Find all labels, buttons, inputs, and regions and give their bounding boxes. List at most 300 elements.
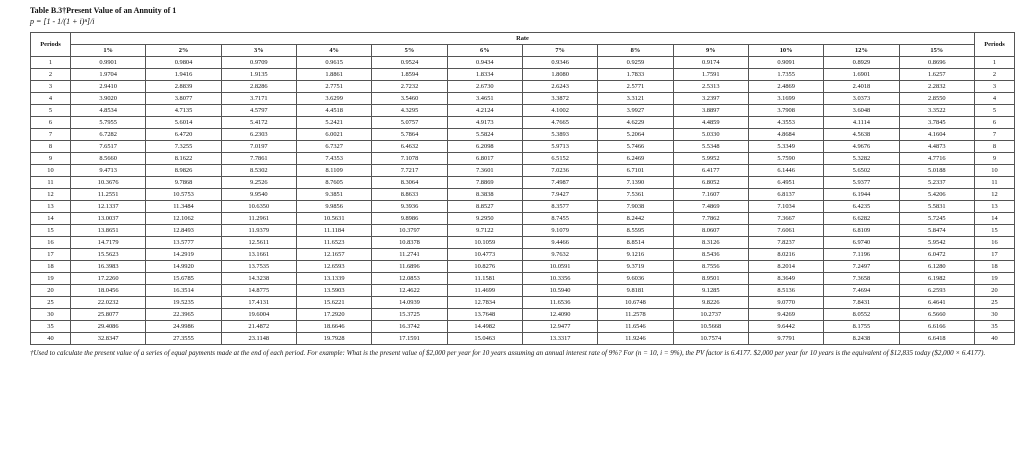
- value-cell: 6.7282: [71, 129, 146, 141]
- table-row: [31, 105, 1015, 117]
- value-cell: 16.3514: [146, 285, 221, 297]
- value-cell: 19.6004: [221, 309, 296, 321]
- value-cell: 19.7928: [296, 333, 371, 345]
- value-cell: 7.4987: [522, 177, 597, 189]
- value-cell: 9.1079: [522, 225, 597, 237]
- value-cell: 7.4694: [824, 285, 899, 297]
- value-cell: 0.9524: [372, 57, 447, 69]
- value-cell: 7.7862: [673, 213, 748, 225]
- value-cell: 10.5631: [296, 213, 371, 225]
- value-cell: 11.6546: [598, 321, 673, 333]
- value-cell: 8.8527: [447, 201, 522, 213]
- value-cell: 8.7455: [522, 213, 597, 225]
- value-cell: 6.6282: [824, 213, 899, 225]
- period-cell: 18: [975, 261, 1015, 273]
- value-cell: 2.8550: [899, 93, 974, 105]
- value-cell: 6.2303: [221, 129, 296, 141]
- value-cell: 13.8651: [71, 225, 146, 237]
- value-cell: 6.4235: [824, 201, 899, 213]
- value-cell: 9.8226: [673, 297, 748, 309]
- rate-column-header: 8%: [598, 45, 673, 57]
- table-row: [31, 321, 1015, 333]
- value-cell: 9.9540: [221, 189, 296, 201]
- value-cell: 7.8431: [824, 297, 899, 309]
- value-cell: 12.1337: [71, 201, 146, 213]
- value-cell: 7.1034: [748, 201, 823, 213]
- value-cell: 12.4622: [372, 285, 447, 297]
- period-cell: 5: [31, 105, 71, 117]
- value-cell: 8.3838: [447, 189, 522, 201]
- value-cell: 14.2919: [146, 249, 221, 261]
- period-cell: 15: [31, 225, 71, 237]
- period-cell: 2: [31, 69, 71, 81]
- value-cell: 7.1607: [673, 189, 748, 201]
- period-cell: 7: [31, 129, 71, 141]
- rate-column-header: 1%: [71, 45, 146, 57]
- value-cell: 8.5436: [673, 249, 748, 261]
- value-cell: 13.7535: [221, 261, 296, 273]
- value-cell: 6.6418: [899, 333, 974, 345]
- value-cell: 17.2260: [71, 273, 146, 285]
- value-cell: 5.6014: [146, 117, 221, 129]
- table-row: [31, 117, 1015, 129]
- value-cell: 7.3658: [824, 273, 899, 285]
- period-cell: 19: [31, 273, 71, 285]
- period-cell: 3: [975, 81, 1015, 93]
- value-cell: 10.7574: [673, 333, 748, 345]
- value-cell: 5.4206: [899, 189, 974, 201]
- period-cell: 4: [31, 93, 71, 105]
- value-cell: 3.6299: [296, 93, 371, 105]
- value-cell: 10.3356: [522, 273, 597, 285]
- value-cell: 16.3742: [372, 321, 447, 333]
- value-cell: 9.3719: [598, 261, 673, 273]
- value-cell: 10.6350: [221, 201, 296, 213]
- formula: p = [1 - 1/(1 + i)ⁿ]/i: [30, 17, 95, 26]
- value-cell: 1.8080: [522, 69, 597, 81]
- rate-columns-row: [31, 45, 1015, 57]
- value-cell: 15.0463: [447, 333, 522, 345]
- table-row: [31, 333, 1015, 345]
- value-cell: 8.9826: [146, 165, 221, 177]
- value-cell: 8.1622: [146, 153, 221, 165]
- value-cell: 0.9174: [673, 57, 748, 69]
- rate-header: Rate: [71, 33, 975, 45]
- value-cell: 11.9246: [598, 333, 673, 345]
- table-row: [31, 225, 1015, 237]
- period-cell: 25: [975, 297, 1015, 309]
- value-cell: 13.5777: [146, 237, 221, 249]
- value-cell: 10.8276: [447, 261, 522, 273]
- value-cell: 16.3983: [71, 261, 146, 273]
- value-cell: 10.4773: [447, 249, 522, 261]
- value-cell: 27.3555: [146, 333, 221, 345]
- period-cell: 11: [31, 177, 71, 189]
- period-cell: 30: [975, 309, 1015, 321]
- value-cell: 5.3893: [522, 129, 597, 141]
- value-cell: 7.6517: [71, 141, 146, 153]
- value-cell: 11.6523: [296, 237, 371, 249]
- value-cell: 7.3667: [748, 213, 823, 225]
- period-cell: 12: [31, 189, 71, 201]
- value-cell: 2.8839: [146, 81, 221, 93]
- table-row: [31, 237, 1015, 249]
- value-cell: 6.6166: [899, 321, 974, 333]
- value-cell: 1.6901: [824, 69, 899, 81]
- value-cell: 3.4651: [447, 93, 522, 105]
- value-cell: 15.6221: [296, 297, 371, 309]
- value-cell: 10.0591: [522, 261, 597, 273]
- value-cell: 9.4713: [71, 165, 146, 177]
- value-cell: 12.4090: [522, 309, 597, 321]
- rate-header-row: [31, 33, 1015, 45]
- value-cell: 7.1390: [598, 177, 673, 189]
- value-cell: 14.9920: [146, 261, 221, 273]
- value-cell: 0.9091: [748, 57, 823, 69]
- annuity-table: [30, 32, 1015, 345]
- value-cell: 0.9615: [296, 57, 371, 69]
- period-cell: 11: [975, 177, 1015, 189]
- value-cell: 6.0472: [899, 249, 974, 261]
- value-cell: 4.7135: [146, 105, 221, 117]
- value-cell: 13.7648: [447, 309, 522, 321]
- value-cell: 8.7605: [296, 177, 371, 189]
- table-row: [31, 249, 1015, 261]
- value-cell: 6.4177: [673, 165, 748, 177]
- table-row: [31, 93, 1015, 105]
- value-cell: 4.9676: [824, 141, 899, 153]
- value-cell: 9.0770: [748, 297, 823, 309]
- value-cell: 0.8929: [824, 57, 899, 69]
- value-cell: 9.2950: [447, 213, 522, 225]
- value-cell: 9.7868: [146, 177, 221, 189]
- value-cell: 14.3238: [221, 273, 296, 285]
- value-cell: 6.7327: [296, 141, 371, 153]
- value-cell: 4.8684: [748, 129, 823, 141]
- value-cell: 6.2593: [899, 285, 974, 297]
- value-cell: 13.5903: [296, 285, 371, 297]
- value-cell: 7.3255: [146, 141, 221, 153]
- value-cell: 2.8286: [221, 81, 296, 93]
- value-cell: 11.2578: [598, 309, 673, 321]
- period-cell: 17: [975, 249, 1015, 261]
- value-cell: 12.1062: [146, 213, 221, 225]
- value-cell: 9.6036: [598, 273, 673, 285]
- value-cell: 8.2014: [748, 261, 823, 273]
- value-cell: 4.1604: [899, 129, 974, 141]
- rate-column-header: 4%: [296, 45, 371, 57]
- value-cell: 3.7845: [899, 117, 974, 129]
- value-cell: 3.8077: [146, 93, 221, 105]
- period-cell: 13: [975, 201, 1015, 213]
- value-cell: 6.1944: [824, 189, 899, 201]
- value-cell: 11.3484: [146, 201, 221, 213]
- value-cell: 14.7179: [71, 237, 146, 249]
- value-cell: 7.7861: [221, 153, 296, 165]
- value-cell: 4.4873: [899, 141, 974, 153]
- rate-column-header: 5%: [372, 45, 447, 57]
- rate-column-header: 15%: [899, 45, 974, 57]
- table-row: [31, 189, 1015, 201]
- value-cell: 5.2064: [598, 129, 673, 141]
- period-cell: 14: [31, 213, 71, 225]
- value-cell: 17.1591: [372, 333, 447, 345]
- table-row: [31, 165, 1015, 177]
- value-cell: 13.1339: [296, 273, 371, 285]
- value-cell: 8.9501: [673, 273, 748, 285]
- period-cell: 12: [975, 189, 1015, 201]
- value-cell: 9.3936: [372, 201, 447, 213]
- rate-column-header: 7%: [522, 45, 597, 57]
- value-cell: 0.9434: [447, 57, 522, 69]
- value-cell: 5.7955: [71, 117, 146, 129]
- value-cell: 2.9410: [71, 81, 146, 93]
- value-cell: 17.2920: [296, 309, 371, 321]
- value-cell: 5.9542: [899, 237, 974, 249]
- value-cell: 9.9856: [296, 201, 371, 213]
- value-cell: 13.0037: [71, 213, 146, 225]
- period-cell: 8: [31, 141, 71, 153]
- value-cell: 12.9477: [522, 321, 597, 333]
- table-row: [31, 297, 1015, 309]
- table-row: [31, 273, 1015, 285]
- value-cell: 11.2551: [71, 189, 146, 201]
- value-cell: 2.4018: [824, 81, 899, 93]
- value-cell: 15.5623: [71, 249, 146, 261]
- value-cell: 18.0456: [71, 285, 146, 297]
- value-cell: 6.1280: [899, 261, 974, 273]
- value-cell: 3.1699: [748, 93, 823, 105]
- value-cell: 9.4269: [748, 309, 823, 321]
- value-cell: 7.4869: [673, 201, 748, 213]
- value-cell: 4.4518: [296, 105, 371, 117]
- value-cell: 6.0021: [296, 129, 371, 141]
- value-cell: 5.7864: [372, 129, 447, 141]
- value-cell: 1.6257: [899, 69, 974, 81]
- value-cell: 4.7716: [899, 153, 974, 165]
- value-cell: 5.7590: [748, 153, 823, 165]
- value-cell: 0.9804: [146, 57, 221, 69]
- value-cell: 9.8986: [372, 213, 447, 225]
- value-cell: 8.2438: [824, 333, 899, 345]
- rate-column-header: 2%: [146, 45, 221, 57]
- value-cell: 2.5313: [673, 81, 748, 93]
- value-cell: 3.9020: [71, 93, 146, 105]
- value-cell: 7.8237: [748, 237, 823, 249]
- value-cell: 1.8594: [372, 69, 447, 81]
- period-cell: 35: [975, 321, 1015, 333]
- period-cell: 40: [31, 333, 71, 345]
- value-cell: 2.6243: [522, 81, 597, 93]
- value-cell: 6.4720: [146, 129, 221, 141]
- value-cell: 10.5753: [146, 189, 221, 201]
- value-cell: 4.1114: [824, 117, 899, 129]
- value-cell: 1.7355: [748, 69, 823, 81]
- value-cell: 7.6061: [748, 225, 823, 237]
- table-body: [31, 57, 1015, 345]
- value-cell: 12.1657: [296, 249, 371, 261]
- document-page: [30, 6, 1015, 358]
- value-cell: 7.3601: [447, 165, 522, 177]
- value-cell: 5.4172: [221, 117, 296, 129]
- value-cell: 5.2337: [899, 177, 974, 189]
- value-cell: 8.8633: [372, 189, 447, 201]
- period-cell: 10: [31, 165, 71, 177]
- value-cell: 9.1285: [673, 285, 748, 297]
- table-row: [31, 261, 1015, 273]
- period-cell: 18: [31, 261, 71, 273]
- value-cell: 22.0232: [71, 297, 146, 309]
- value-cell: 12.7834: [447, 297, 522, 309]
- value-cell: 11.4699: [447, 285, 522, 297]
- value-cell: 10.3797: [372, 225, 447, 237]
- value-cell: 5.0757: [372, 117, 447, 129]
- value-cell: 5.2421: [296, 117, 371, 129]
- value-cell: 14.8775: [221, 285, 296, 297]
- value-cell: 9.1216: [598, 249, 673, 261]
- rate-column-header: 6%: [447, 45, 522, 57]
- value-cell: 12.8493: [146, 225, 221, 237]
- period-cell: 16: [975, 237, 1015, 249]
- period-cell: 9: [975, 153, 1015, 165]
- value-cell: 14.4982: [447, 321, 522, 333]
- value-cell: 0.9346: [522, 57, 597, 69]
- periods-header-left: Periods: [31, 33, 71, 57]
- value-cell: 8.1755: [824, 321, 899, 333]
- value-cell: 7.1196: [824, 249, 899, 261]
- period-cell: 20: [975, 285, 1015, 297]
- value-cell: 6.1982: [899, 273, 974, 285]
- value-cell: 22.3965: [146, 309, 221, 321]
- value-cell: 8.3577: [522, 201, 597, 213]
- value-cell: 11.6536: [522, 297, 597, 309]
- value-cell: 6.2469: [598, 153, 673, 165]
- value-cell: 6.4951: [748, 177, 823, 189]
- value-cell: 8.0552: [824, 309, 899, 321]
- value-cell: 5.5824: [447, 129, 522, 141]
- period-cell: 7: [975, 129, 1015, 141]
- value-cell: 6.4632: [372, 141, 447, 153]
- value-cell: 4.5638: [824, 129, 899, 141]
- period-cell: 13: [31, 201, 71, 213]
- period-cell: 1: [975, 57, 1015, 69]
- rate-column-header: 9%: [673, 45, 748, 57]
- value-cell: 1.9416: [146, 69, 221, 81]
- period-cell: 6: [975, 117, 1015, 129]
- value-cell: 3.3872: [522, 93, 597, 105]
- value-cell: 2.5771: [598, 81, 673, 93]
- period-cell: 35: [31, 321, 71, 333]
- value-cell: 0.9901: [71, 57, 146, 69]
- value-cell: 8.0216: [748, 249, 823, 261]
- value-cell: 5.7466: [598, 141, 673, 153]
- table-row: [31, 309, 1015, 321]
- period-cell: 19: [975, 273, 1015, 285]
- value-cell: 9.7122: [447, 225, 522, 237]
- value-cell: 11.1184: [296, 225, 371, 237]
- value-cell: 12.0853: [372, 273, 447, 285]
- value-cell: 12.5611: [221, 237, 296, 249]
- value-cell: 0.8696: [899, 57, 974, 69]
- period-cell: 2: [975, 69, 1015, 81]
- period-cell: 40: [975, 333, 1015, 345]
- value-cell: 8.3064: [372, 177, 447, 189]
- value-cell: 6.8109: [824, 225, 899, 237]
- value-cell: 4.5797: [221, 105, 296, 117]
- value-cell: 21.4872: [221, 321, 296, 333]
- value-cell: 9.7632: [522, 249, 597, 261]
- table-row: [31, 57, 1015, 69]
- footnote: †Used to calculate the present value of a series of equal payments made at the end of each period. For example: What is the present value of $2,000 per year for 10 years assuming an annual interest rate of 9%? For (n = 10, i = 9%), the PV factor is 6.4177. $2,000 per year for 10 years is the equivalent of $12,835 today ($2,000 × 6.4177).: [30, 349, 986, 357]
- value-cell: 17.4131: [221, 297, 296, 309]
- value-cell: 12.6593: [296, 261, 371, 273]
- value-cell: 10.8378: [372, 237, 447, 249]
- value-cell: 3.8897: [673, 105, 748, 117]
- value-cell: 32.8347: [71, 333, 146, 345]
- value-cell: 11.1581: [447, 273, 522, 285]
- period-cell: 17: [31, 249, 71, 261]
- value-cell: 8.8514: [598, 237, 673, 249]
- value-cell: 8.7556: [673, 261, 748, 273]
- table-row: [31, 177, 1015, 189]
- value-cell: 14.0939: [372, 297, 447, 309]
- value-cell: 10.6748: [598, 297, 673, 309]
- table-row: [31, 153, 1015, 165]
- value-cell: 11.2741: [372, 249, 447, 261]
- value-cell: 10.5940: [522, 285, 597, 297]
- value-cell: 18.6646: [296, 321, 371, 333]
- value-cell: 5.7245: [899, 213, 974, 225]
- table-title: Table B.3†Present Value of an Annuity of 1: [30, 6, 177, 15]
- value-cell: 9.2526: [221, 177, 296, 189]
- period-cell: 14: [975, 213, 1015, 225]
- value-cell: 1.8861: [296, 69, 371, 81]
- period-cell: 16: [31, 237, 71, 249]
- value-cell: 8.5302: [221, 165, 296, 177]
- value-cell: 4.4859: [673, 117, 748, 129]
- value-cell: 6.4641: [899, 297, 974, 309]
- table-row: [31, 129, 1015, 141]
- value-cell: 10.2737: [673, 309, 748, 321]
- value-cell: 6.8017: [447, 153, 522, 165]
- value-cell: 7.2497: [824, 261, 899, 273]
- period-cell: 1: [31, 57, 71, 69]
- value-cell: 25.8077: [71, 309, 146, 321]
- value-cell: 4.3553: [748, 117, 823, 129]
- value-cell: 24.9986: [146, 321, 221, 333]
- value-cell: 9.7791: [748, 333, 823, 345]
- value-cell: 9.8181: [598, 285, 673, 297]
- period-cell: 30: [31, 309, 71, 321]
- rate-column-header: 3%: [221, 45, 296, 57]
- value-cell: 6.8052: [673, 177, 748, 189]
- rate-column-header: 10%: [748, 45, 823, 57]
- value-cell: 6.9740: [824, 237, 899, 249]
- value-cell: 4.1002: [522, 105, 597, 117]
- value-cell: 10.5668: [673, 321, 748, 333]
- value-cell: 1.7591: [673, 69, 748, 81]
- value-cell: 6.5660: [899, 309, 974, 321]
- table-row: [31, 201, 1015, 213]
- value-cell: 5.5831: [899, 201, 974, 213]
- value-cell: 1.7833: [598, 69, 673, 81]
- value-cell: 11.9379: [221, 225, 296, 237]
- value-cell: 6.2098: [447, 141, 522, 153]
- value-cell: 4.9173: [447, 117, 522, 129]
- value-cell: 9.4466: [522, 237, 597, 249]
- value-cell: 3.6048: [824, 105, 899, 117]
- value-cell: 10.1059: [447, 237, 522, 249]
